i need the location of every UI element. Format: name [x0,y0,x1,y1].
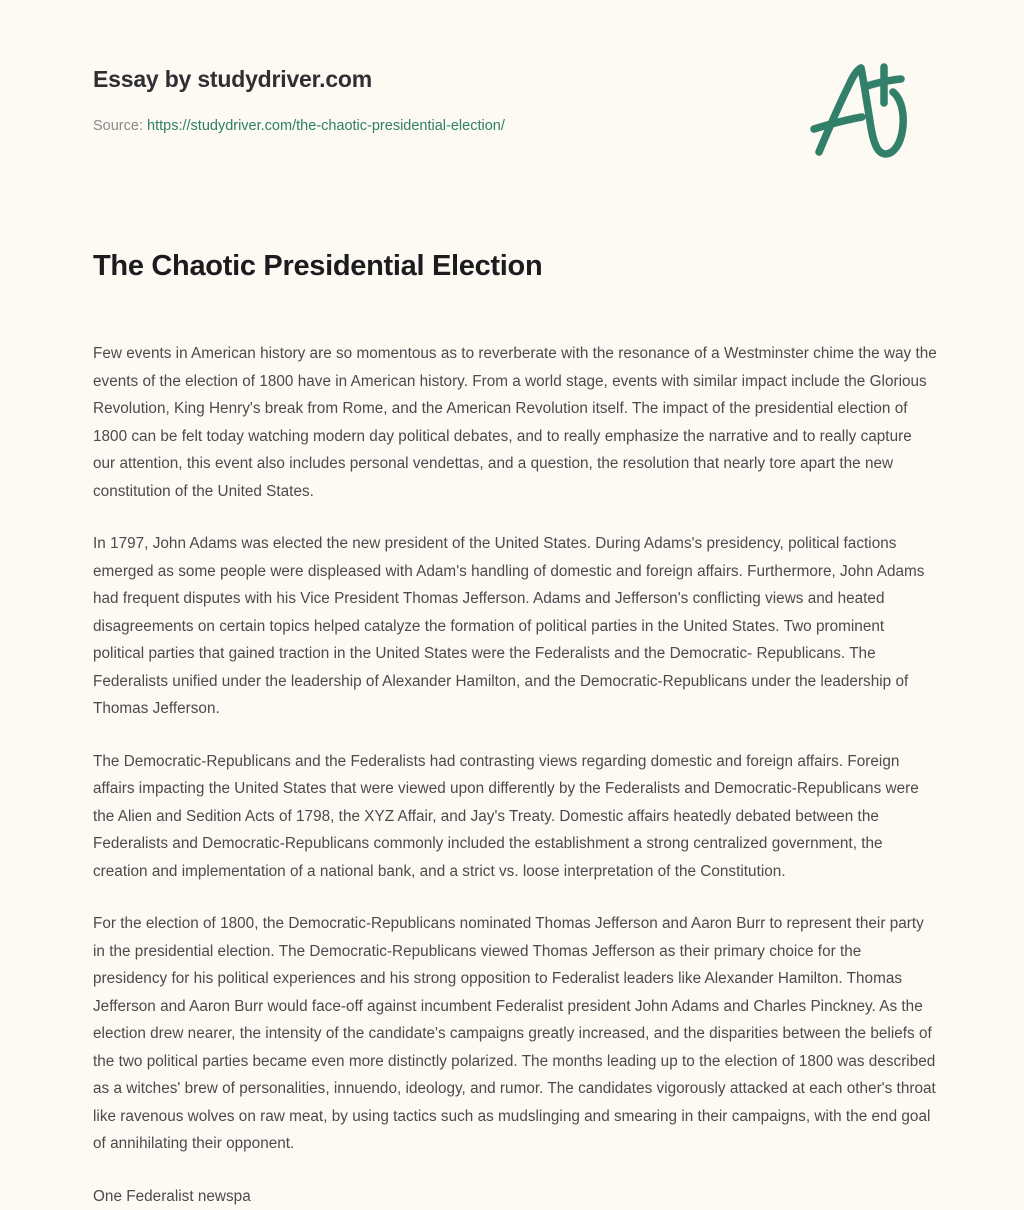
studydriver-a-plus-logo[interactable] [805,55,925,170]
article-paragraphs [93,340,938,1210]
paragraph: The Democratic-Republicans and the Federalists had contrasting views regarding domestic and foreign affairs. Foreign affairs impacting the United States that were viewed upon differently by the Federalists and Democratic-Republicans were the Alien and Sedition Acts of 1798, the XYZ Affair, and Jay's Treaty. Domestic affairs heatedly debated between the Federalists and Democratic-Republicans commonly included the establishment a strong centralized government, the creation and implementation of a national bank, and a strict vs. loose interpretation of the Constitution. [93,752,919,880]
document-header [0,0,1024,180]
a-plus-icon [805,55,925,170]
paragraph: For the election of 1800, the Democratic-Republicans nominated Thomas Jefferson and Aaron Burr to represent their party in the presidential election. The Democratic-Republicans viewed Thomas Jefferson as their primary choice for the presidency for his political experiences and his strong opposition to Federalist leaders like Alexander Hamilton. Thomas Jefferson and Aaron Burr would face-off against incumbent Federalist president John Adams and Charles Pinckney. As the election drew nearer, the intensity of the candidate's campaigns greatly increased, and the disparities between the beliefs of the two political parties became even more distinctly polarized. The months leading up to the election of 1800 was described as a witches' brew of personalities, innuendo, ideology, and rumor. The candidates vigorously attacked at each other's throat like ravenous wolves on raw meat, by using tactics such as mudslinging and smearing in their campaigns, with the end goal of annihilating their opponent. [93,915,936,1153]
source-line [93,117,505,136]
article-body [93,248,938,1210]
page-title: The Chaotic Presidential Election [93,250,543,282]
source-label: Source: [93,118,143,134]
essay-byline: Essay by studydriver.com [93,66,373,92]
paragraph: In 1797, John Adams was elected the new president of the United States. During Adams's presidency, political factions emerged as some people were displeased with Adam's handling of domestic and foreign affairs. Furthermore, John Adams had frequent disputes with his Vice President Thomas Jefferson. Adams and Jefferson's conflicting views and heated disagreements on certain topics helped catalyze the formation of political parties in the United States. Two prominent political parties that gained traction in the United States were the Federalists and the Democratic- Republicans. The Federalists unified under the leadership of Alexander Hamilton, and the Democratic-Republicans under the leadership of Thomas Jefferson. [93,535,925,718]
paragraph-truncated: One Federalist newspa [93,1187,251,1205]
source-url-link[interactable]: https://studydriver.com/the-chaotic-presidential-election/ [147,118,505,134]
paragraph: Few events in American history are so momentous as to reverberate with the resonance of a Westminster chime the way the events of the election of 1800 have in American history. From a world stage, events with similar impact include the Glorious Revolution, King Henry's break from Rome, and the American Revolution itself. The impact of the presidential election of 1800 can be felt today watching modern day political debates, and to really emphasize the narrative and to really capture our attention, this event also includes personal vendettas, and a question, the resolution that nearly tore apart the new constitution of the United States. [93,345,937,500]
